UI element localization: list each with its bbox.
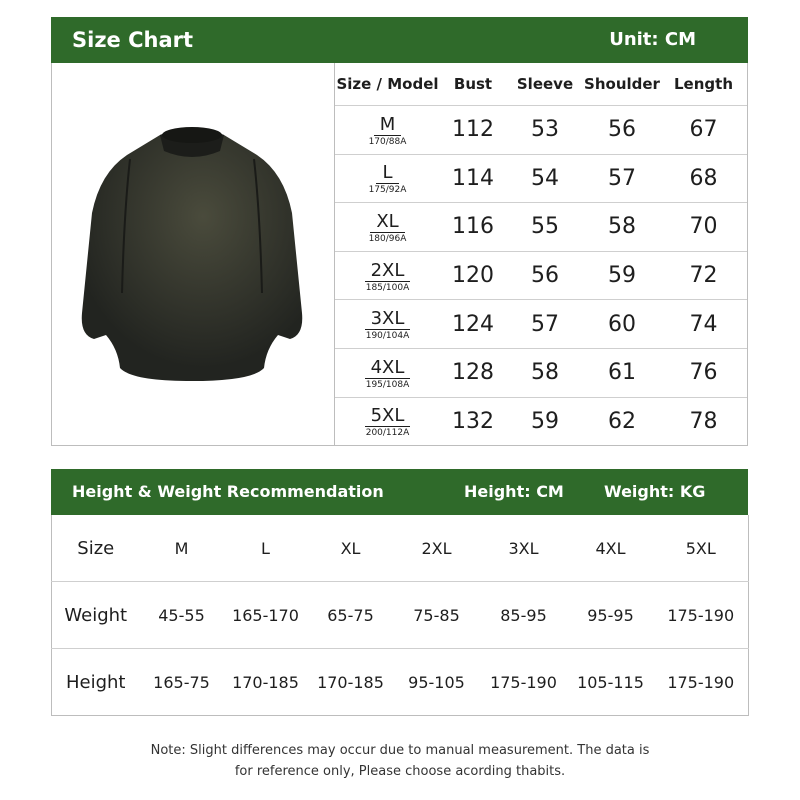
table-row xyxy=(52,582,749,649)
rec-cell: 175-190 xyxy=(654,582,749,649)
bust-value: 114 xyxy=(440,154,506,203)
bust-value: 112 xyxy=(440,106,506,155)
table-row xyxy=(335,300,747,349)
product-image xyxy=(52,63,335,445)
table-row xyxy=(52,515,749,582)
size-label: 4XL xyxy=(365,359,411,379)
rec-cell: 75-85 xyxy=(394,582,480,649)
model-label: 195/108A xyxy=(365,379,410,390)
rec-cell: M xyxy=(174,538,189,558)
recommendation-title: Height & Weight Recommendation xyxy=(72,482,384,501)
length-value: 74 xyxy=(660,300,747,349)
row-label-height: Height xyxy=(52,649,140,716)
header-sleeve: Sleeve xyxy=(516,75,574,93)
shoulder-value: 57 xyxy=(584,154,660,203)
table-row xyxy=(335,106,747,155)
size-model-cell xyxy=(335,397,440,445)
size-label: L xyxy=(376,164,398,184)
length-value: 76 xyxy=(660,348,747,397)
model-label: 175/92A xyxy=(368,185,407,196)
bust-value: 132 xyxy=(440,397,506,445)
size-table xyxy=(335,63,747,445)
footnote-line-1: Note: Slight differences may occur due to manual measurement. The data is xyxy=(150,743,650,758)
size-model-cell xyxy=(335,251,440,300)
header-size-model: Size / Model xyxy=(336,75,439,93)
shoulder-value: 61 xyxy=(584,348,660,397)
rec-cell: 5XL xyxy=(685,538,716,558)
size-label: XL xyxy=(370,213,404,233)
length-value: 72 xyxy=(660,251,747,300)
size-model-cell xyxy=(335,203,440,252)
header-length: Length xyxy=(674,75,733,93)
height-unit: Height: CM xyxy=(464,482,564,501)
table-row xyxy=(335,348,747,397)
shoulder-value: 56 xyxy=(584,106,660,155)
header-shoulder: Shoulder xyxy=(584,75,660,93)
sleeve-value: 58 xyxy=(506,348,584,397)
rec-cell: 2XL xyxy=(421,538,452,558)
rec-cell: 65-75 xyxy=(308,582,394,649)
sweater-illustration xyxy=(52,63,334,445)
rec-cell: 105-115 xyxy=(568,649,654,716)
size-label: 5XL xyxy=(365,407,411,427)
size-chart-header xyxy=(51,17,748,63)
size-chart-title: Size Chart xyxy=(72,28,194,52)
size-label: 2XL xyxy=(365,262,411,282)
model-label: 170/88A xyxy=(368,136,407,147)
sleeve-value: 54 xyxy=(506,154,584,203)
size-model-cell xyxy=(335,348,440,397)
table-row xyxy=(335,251,747,300)
rec-cell: L xyxy=(261,538,270,558)
sleeve-value: 57 xyxy=(506,300,584,349)
table-row xyxy=(335,203,747,252)
weight-unit: Weight: KG xyxy=(604,482,706,501)
rec-cell: 165-170 xyxy=(224,582,308,649)
row-label-size: Size xyxy=(77,537,115,559)
table-row xyxy=(335,397,747,445)
rec-cell: 95-105 xyxy=(394,649,480,716)
size-chart-body xyxy=(51,63,748,446)
shoulder-value: 62 xyxy=(584,397,660,445)
recommendation-table xyxy=(51,515,749,716)
length-value: 67 xyxy=(660,106,747,155)
rec-cell: 175-190 xyxy=(654,649,749,716)
rec-cell: 165-75 xyxy=(140,649,224,716)
sleeve-value: 56 xyxy=(506,251,584,300)
rec-cell: 170-185 xyxy=(224,649,308,716)
recommendation-header xyxy=(51,469,748,515)
table-row xyxy=(52,649,749,716)
size-model-cell xyxy=(335,300,440,349)
sleeve-value: 55 xyxy=(506,203,584,252)
table-row xyxy=(335,154,747,203)
length-value: 78 xyxy=(660,397,747,445)
footnote-line-2: for reference only, Please choose acording thabits. xyxy=(234,764,566,779)
model-label: 185/100A xyxy=(365,282,410,293)
row-label-weight: Weight xyxy=(52,582,140,649)
model-label: 190/104A xyxy=(365,331,410,342)
bust-value: 120 xyxy=(440,251,506,300)
shoulder-value: 58 xyxy=(584,203,660,252)
shoulder-value: 59 xyxy=(584,251,660,300)
size-label: M xyxy=(374,116,402,136)
header-bust: Bust xyxy=(453,75,493,93)
size-chart-unit: Unit: CM xyxy=(609,29,696,50)
size-model-cell xyxy=(335,154,440,203)
model-label: 200/112A xyxy=(365,428,410,439)
rec-cell: 85-95 xyxy=(480,582,568,649)
model-label: 180/96A xyxy=(368,233,407,244)
rec-cell: XL xyxy=(340,538,361,558)
rec-cell: 45-55 xyxy=(140,582,224,649)
size-model-cell xyxy=(335,106,440,155)
rec-cell: 4XL xyxy=(595,538,626,558)
length-value: 70 xyxy=(660,203,747,252)
length-value: 68 xyxy=(660,154,747,203)
bust-value: 128 xyxy=(440,348,506,397)
rec-cell: 95-95 xyxy=(568,582,654,649)
rec-cell: 170-185 xyxy=(308,649,394,716)
shoulder-value: 60 xyxy=(584,300,660,349)
bust-value: 124 xyxy=(440,300,506,349)
sleeve-value: 59 xyxy=(506,397,584,445)
sleeve-value: 53 xyxy=(506,106,584,155)
rec-cell: 3XL xyxy=(508,538,539,558)
footnote xyxy=(0,740,800,782)
bust-value: 116 xyxy=(440,203,506,252)
size-label: 3XL xyxy=(365,310,411,330)
rec-cell: 175-190 xyxy=(480,649,568,716)
